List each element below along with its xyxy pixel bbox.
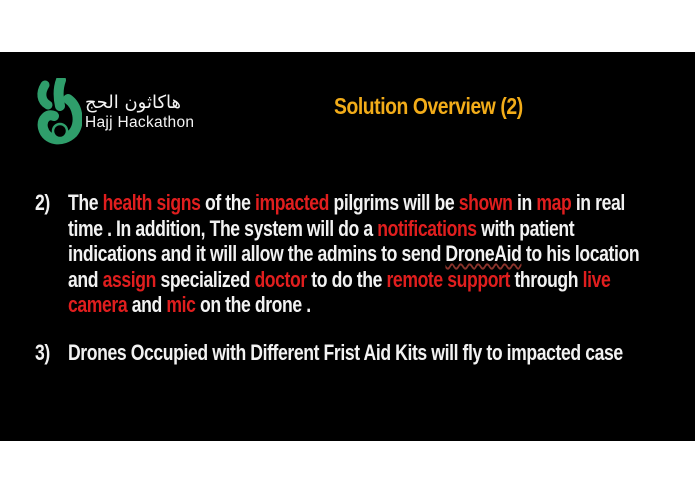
slide-body [0, 52, 695, 441]
underlined-segment: DroneAid [445, 241, 522, 266]
text-segment: on the drone . [195, 292, 311, 317]
highlighted-segment: mic [166, 292, 196, 317]
highlighted-segment: impacted [254, 190, 330, 215]
bullet-line [68, 190, 625, 216]
text-segment: in real [571, 190, 625, 215]
text-segment: to his location [521, 241, 640, 266]
text-segment: of the [200, 190, 255, 215]
text-segment: The [68, 190, 103, 215]
highlighted-segment: notifications [377, 215, 477, 241]
text-segment: pilgrims will be [329, 190, 459, 215]
bullet-line [68, 292, 570, 318]
slide-title: Solution Overview (2) [334, 93, 523, 119]
highlighted-segment: camera [68, 292, 128, 317]
text-segment: Drones Occupied with Different Frist Aid Kits will fly to impacted case [68, 340, 623, 365]
bullet-number: 3) [35, 340, 50, 365]
bullet-line [68, 340, 623, 366]
text-segment: through [509, 266, 583, 292]
bullet-item [35, 340, 695, 366]
text-segment: in [512, 190, 537, 215]
text-segment: and [127, 292, 167, 317]
bullet-number: 2) [35, 190, 50, 215]
highlighted-segment: live [582, 266, 611, 292]
slide [0, 52, 695, 441]
logo-arabic-title: هاكاثون الحج [85, 92, 182, 113]
highlighted-segment: map [536, 190, 572, 215]
highlighted-segment: remote support [386, 266, 510, 292]
text-segment: and [68, 266, 103, 292]
text-segment: indications and it will allow the admins to send [68, 241, 446, 266]
highlighted-segment: health signs [102, 190, 201, 215]
bullet-item [35, 190, 695, 318]
highlighted-segment: shown [458, 190, 513, 215]
text-segment: specialized [155, 266, 255, 292]
bullet-line [68, 241, 640, 267]
bullet-line [68, 266, 611, 293]
text-segment: with patient [476, 215, 575, 241]
highlighted-segment: assign [102, 266, 156, 292]
text-segment: to do the [306, 266, 387, 292]
highlighted-segment: doctor [254, 266, 307, 292]
text-segment: time . In addition, The system will do a [68, 215, 378, 241]
bullet-line [68, 215, 575, 242]
logo-english-title: Hajj Hackathon [85, 114, 195, 131]
